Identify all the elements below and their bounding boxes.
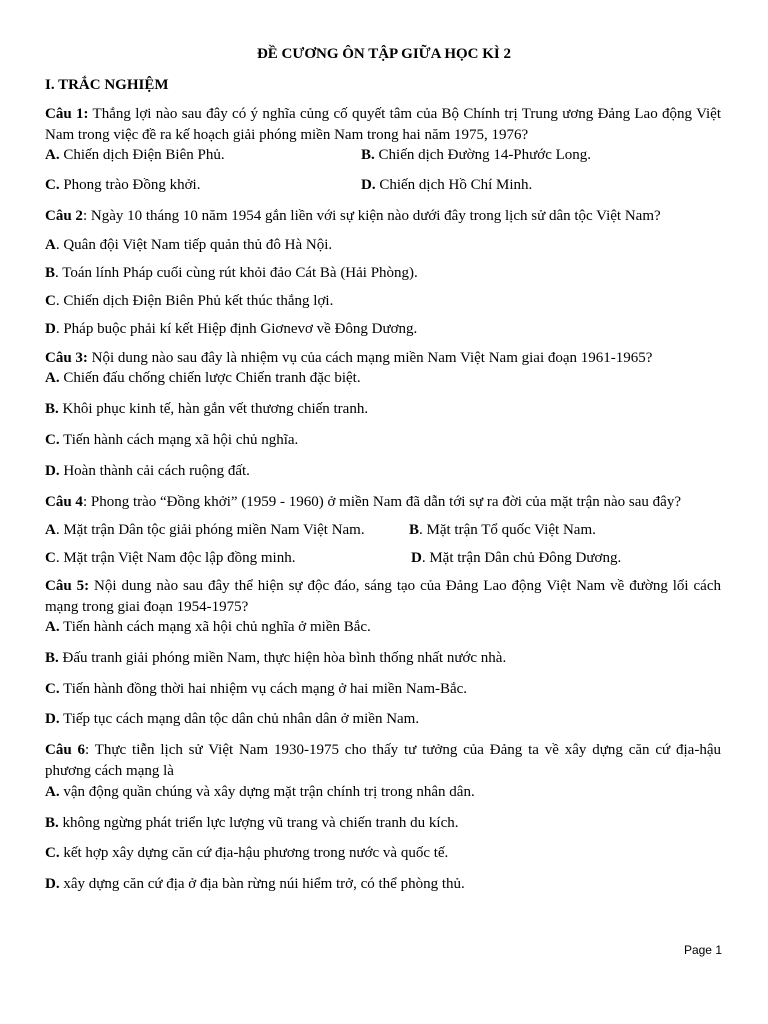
option-text: không ngừng phát triển lực lượng vũ trang và chiến tranh du kích. (58, 815, 459, 831)
option-text: Chiến dịch Hồ Chí Minh. (375, 177, 533, 193)
option-label: C. (45, 177, 60, 193)
option-text: . Mặt trận Dân tộc giải phóng miền Nam Việt Nam. (55, 522, 365, 538)
option-label: D (411, 550, 422, 566)
option-text: . Pháp buộc phải kí kết Hiệp định Giơnevơ về Đông Dương. (55, 321, 418, 337)
option-text: Chiến đấu chống chiến lược Chiến tranh đặc biệt. (59, 370, 361, 386)
option-text: . Mặt trận Việt Nam độc lập đồng minh. (55, 550, 296, 566)
option-c (45, 175, 200, 195)
option-label: A (45, 237, 56, 253)
question-5 (45, 576, 721, 617)
option-text: Tiến hành cách mạng xã hội chủ nghĩa ở miền Bắc. (59, 619, 371, 635)
question-label: Câu 4 (45, 494, 83, 510)
option-a (45, 235, 332, 255)
option-b (45, 263, 418, 283)
option-d (45, 461, 250, 481)
option-d (45, 709, 419, 729)
option-text: Tiếp tục cách mạng dân tộc dân chủ nhân dân ở miền Nam. (59, 711, 420, 727)
section-heading: I. TRẮC NGHIỆM (45, 77, 169, 93)
option-label: D. (45, 876, 60, 892)
option-c (45, 679, 467, 699)
option-text: Tiến hành cách mạng xã hội chủ nghĩa. (59, 432, 299, 448)
option-text: . Mặt trận Tổ quốc Việt Nam. (419, 522, 596, 538)
option-d (411, 548, 621, 568)
option-label: B. (45, 815, 59, 831)
option-label: B (409, 522, 420, 538)
option-text: kết hợp xây dựng căn cứ địa-hậu phương trong nước và quốc tế. (59, 845, 449, 861)
question-2 (45, 206, 661, 226)
option-c (45, 430, 298, 450)
option-text: Khôi phục kinh tế, hàn gắn vết thương chiến tranh. (58, 401, 369, 417)
question-label: Câu 2 (45, 208, 83, 224)
question-label: Câu 6 (45, 742, 86, 758)
option-label: C. (45, 681, 60, 697)
question-text: Thắng lợi nào sau đây có ý nghĩa củng cố quyết tâm của Bộ Chính trị Trung ương Đảng Lao động Việt Nam trong việc đề ra kế hoạch giải phóng miền Nam trong hai năm 1975, 1976? (45, 106, 722, 143)
option-label: C (45, 293, 56, 309)
option-text: . Toán lính Pháp cuối cùng rút khỏi đảo Cát Bà (Hải Phòng). (55, 265, 418, 281)
question-label: Câu 3: (45, 350, 88, 366)
option-b (45, 399, 368, 419)
option-text: Tiến hành đồng thời hai nhiệm vụ cách mạng ở hai miền Nam-Bắc. (59, 681, 468, 697)
option-label: C. (45, 845, 60, 861)
option-text: Chiến dịch Điện Biên Phủ. (59, 147, 225, 163)
option-text: xây dựng căn cứ địa ở địa bàn rừng núi hiểm trở, có thể phòng thủ. (59, 876, 465, 892)
question-3 (45, 348, 652, 368)
option-text: Hoàn thành cải cách ruộng đất. (59, 463, 250, 479)
option-text: . Quân đội Việt Nam tiếp quản thủ đô Hà Nội. (55, 237, 333, 253)
option-label: A. (45, 619, 60, 635)
option-text: Phong trào Đồng khởi. (59, 177, 201, 193)
option-b (45, 648, 506, 668)
option-label: B (45, 265, 56, 281)
question-text: : Thực tiễn lịch sử Việt Nam 1930-1975 cho thấy tư tưởng của Đảng ta về xây dựng căn cứ địa-hậu phương cách mạng là (45, 742, 721, 779)
option-label: A. (45, 784, 60, 800)
question-1 (45, 104, 721, 145)
question-4 (45, 492, 681, 512)
option-d (361, 175, 532, 195)
option-c (45, 843, 448, 863)
question-text: Nội dung nào sau đây là nhiệm vụ của cách mạng miền Nam Việt Nam giai đoạn 1961-1965? (87, 350, 653, 366)
option-label: D. (361, 177, 376, 193)
option-label: A. (45, 370, 60, 386)
option-label: B. (45, 650, 59, 666)
option-label: C. (45, 432, 60, 448)
question-text: : Phong trào “Đồng khởi” (1959 - 1960) ở miền Nam đã dẫn tới sự ra đời của mặt trận nào sau đây? (82, 494, 681, 510)
option-a (45, 368, 361, 388)
question-label: Câu 1: (45, 106, 89, 122)
option-a (45, 145, 225, 165)
option-text: vận động quần chúng và xây dựng mặt trận chính trị trong nhân dân. (59, 784, 475, 800)
option-a (45, 617, 371, 637)
option-label: A (45, 522, 56, 538)
option-a (45, 520, 365, 540)
option-label: B. (361, 147, 375, 163)
option-c (45, 548, 295, 568)
option-text: Chiến dịch Đường 14-Phước Long. (374, 147, 592, 163)
option-label: B. (45, 401, 59, 417)
option-b (45, 813, 459, 833)
option-label: D (45, 321, 56, 337)
question-text: : Ngày 10 tháng 10 năm 1954 gắn liền với sự kiện nào dưới đây trong lịch sử dân tộc Việt Nam? (82, 208, 661, 224)
question-label: Câu 5: (45, 578, 90, 594)
option-d (45, 874, 465, 894)
option-a (45, 782, 475, 802)
option-label: D. (45, 711, 60, 727)
option-label: C (45, 550, 56, 566)
option-c (45, 291, 333, 311)
document-title: ĐỀ CƯƠNG ÔN TẬP GIỮA HỌC KÌ 2 (256, 46, 512, 62)
option-text: . Chiến dịch Điện Biên Phủ kết thúc thắng lợi. (55, 293, 334, 309)
option-text: Đấu tranh giải phóng miền Nam, thực hiện hòa bình thống nhất nước nhà. (58, 650, 507, 666)
option-label: A. (45, 147, 60, 163)
option-text: . Mặt trận Dân chủ Đông Dương. (421, 550, 622, 566)
option-b (409, 520, 596, 540)
page-number: Page 1 (683, 943, 722, 957)
option-b (361, 145, 591, 165)
question-text: Nội dung nào sau đây thể hiện sự độc đáo, sáng tạo của Đảng Lao động Việt Nam về đường lối cách mạng trong giai đoạn 1954-1975? (45, 578, 721, 615)
question-6 (45, 740, 721, 781)
option-label: D. (45, 463, 60, 479)
option-d (45, 319, 417, 339)
